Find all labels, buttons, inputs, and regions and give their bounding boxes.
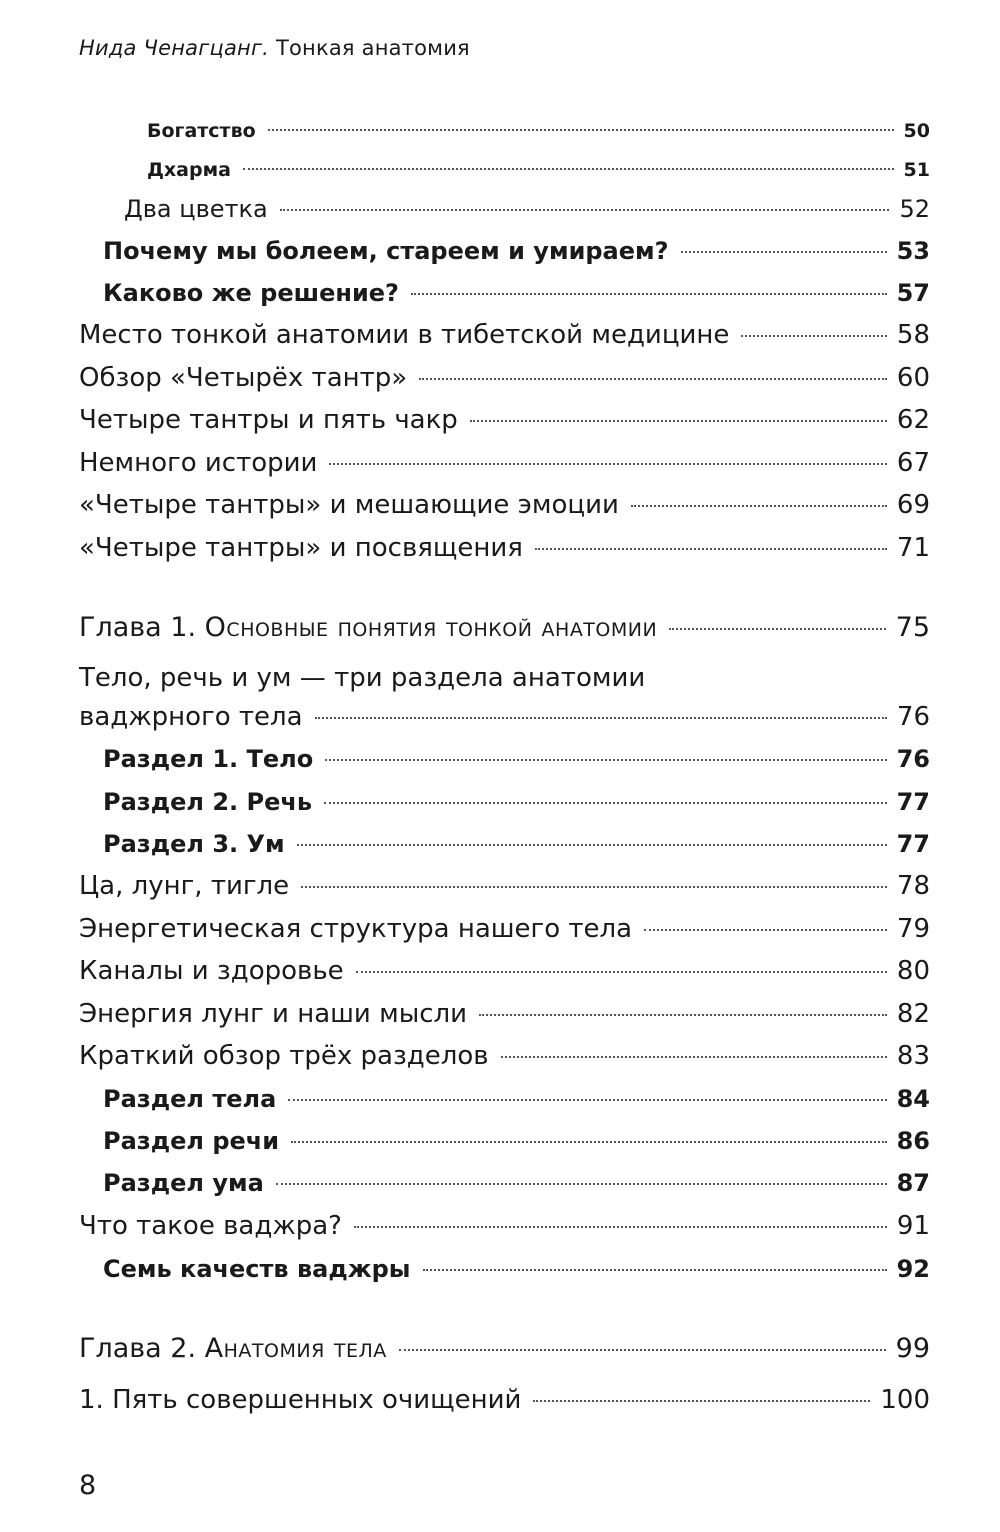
toc-entry-page: 86 — [896, 1127, 930, 1155]
toc-entry-page: 53 — [896, 237, 930, 265]
toc-entry[interactable] — [79, 954, 930, 988]
toc-entry[interactable] — [79, 446, 930, 480]
toc-leader-dots — [419, 378, 887, 380]
toc-entry[interactable] — [79, 488, 930, 522]
toc-entry-page: 76 — [896, 745, 930, 773]
toc-entry-page: 57 — [896, 279, 930, 307]
toc-leader-dots — [533, 1400, 870, 1402]
toc-entry[interactable] — [79, 361, 930, 395]
chapter-prefix: Глава 2. — [79, 1333, 197, 1364]
toc-chapter-1[interactable] — [79, 611, 930, 645]
toc-entry[interactable] — [79, 531, 930, 565]
toc-entry-page: 62 — [896, 405, 930, 435]
toc-entry-title: Богатство — [147, 120, 256, 142]
toc-leader-dots — [297, 844, 887, 846]
toc-entry[interactable] — [79, 700, 930, 734]
toc-entry-page: 50 — [903, 120, 930, 142]
toc-leader-dots — [479, 1014, 887, 1016]
toc-entry[interactable] — [79, 997, 930, 1031]
toc-entry-title: ваджрного тела — [79, 702, 303, 732]
chapter-title — [79, 1332, 387, 1366]
toc-entry-page: 79 — [896, 914, 930, 944]
toc-entry-title: Семь качеств ваджры — [103, 1255, 411, 1283]
toc-entry-title: Два цветка — [124, 195, 268, 223]
toc-leader-dots — [681, 251, 887, 253]
toc-entry-page: 52 — [899, 195, 930, 223]
chapter-name: Основные понятия тонкой анатомии — [204, 612, 658, 643]
toc-entry-title: «Четыре тантры» и посвящения — [79, 533, 523, 563]
toc-entry-page: 75 — [895, 612, 930, 643]
toc-entry[interactable] — [103, 827, 930, 861]
toc-leader-dots — [280, 209, 890, 211]
toc-entry-page: 92 — [896, 1255, 930, 1283]
toc-entry-line1: Тело, речь и ум — три раздела анатомии — [79, 663, 646, 693]
toc-leader-dots — [325, 759, 886, 761]
toc-entry-page: 80 — [896, 956, 930, 986]
toc-chapter-2[interactable] — [79, 1332, 930, 1366]
toc-entry-title: Раздел 1. Тело — [103, 745, 314, 773]
toc-entry-page: 100 — [880, 1385, 930, 1415]
toc-entry-page: 99 — [895, 1333, 930, 1364]
toc-leader-dots — [268, 129, 894, 131]
toc-entry-title: Раздел речи — [103, 1127, 280, 1155]
toc-leader-dots — [411, 293, 887, 295]
toc-entry-page: 76 — [896, 702, 930, 732]
toc-entry[interactable] — [79, 1039, 930, 1073]
toc-entry-title: Раздел 3. Ум — [103, 830, 285, 858]
toc-entry[interactable] — [79, 869, 930, 903]
page-number: 8 — [79, 1470, 97, 1501]
toc-leader-dots — [470, 420, 887, 422]
toc-leader-dots — [276, 1183, 887, 1185]
toc-entry-title: Энергетическая структура нашего тела — [79, 914, 633, 944]
toc-entry-title: 1. Пять совершенных очищений — [79, 1385, 522, 1415]
toc-entry-title: Раздел 2. Речь — [103, 788, 313, 816]
toc-entry-title: Раздел ума — [103, 1169, 264, 1197]
toc-entry[interactable] — [79, 912, 930, 946]
toc-leader-dots — [535, 548, 887, 550]
toc-leader-dots — [423, 1269, 887, 1271]
toc-leader-dots — [669, 628, 885, 630]
toc-entry-title: Немного истории — [79, 448, 318, 478]
toc-leader-dots — [644, 929, 887, 931]
toc-entry[interactable] — [124, 192, 930, 226]
toc-entry-page: 84 — [896, 1085, 930, 1113]
toc-entry-title: Обзор «Четырёх тантр» — [79, 363, 408, 393]
toc-entry-title: Ца, лунг, тигле — [79, 871, 290, 901]
toc-entry-title: Раздел тела — [103, 1085, 277, 1113]
chapter-prefix: Глава 1. — [79, 612, 197, 643]
toc-leader-dots — [329, 463, 886, 465]
toc-leader-dots — [301, 886, 887, 888]
toc-entry-title: Место тонкой анатомии в тибетской медицине — [79, 320, 730, 350]
toc-entry[interactable] — [147, 114, 930, 148]
toc-entry-title: Краткий обзор трёх разделов — [79, 1041, 489, 1071]
toc-entry[interactable] — [103, 1082, 930, 1116]
toc-entry[interactable] — [103, 1166, 930, 1200]
toc-leader-dots — [501, 1056, 887, 1058]
toc-leader-dots — [315, 717, 887, 719]
toc-entry[interactable] — [103, 276, 930, 310]
toc-entry[interactable] — [147, 153, 930, 187]
toc-entry[interactable] — [103, 234, 930, 268]
toc-leader-dots — [243, 168, 894, 170]
toc-leader-dots — [356, 971, 887, 973]
toc-entry-page: 69 — [896, 490, 930, 520]
toc-entry[interactable] — [79, 403, 930, 437]
chapter-title — [79, 611, 657, 645]
toc-entry-title: Что такое ваджра? — [79, 1211, 342, 1241]
toc-entry-title: Каналы и здоровье — [79, 956, 344, 986]
toc-entry-title: Энергия лунг и наши мысли — [79, 999, 468, 1029]
toc-entry-page: 67 — [896, 448, 930, 478]
toc-entry[interactable] — [103, 742, 930, 776]
toc-entry[interactable] — [79, 1383, 930, 1417]
toc-entry-page: 83 — [896, 1041, 930, 1071]
toc-entry[interactable] — [103, 1124, 930, 1158]
toc-entry-page: 71 — [896, 533, 930, 563]
toc-entry-page: 77 — [896, 830, 930, 858]
toc-leader-dots — [741, 335, 887, 337]
toc-entry-page: 78 — [896, 871, 930, 901]
toc-entry[interactable] — [79, 318, 930, 352]
toc-entry[interactable] — [103, 1252, 930, 1286]
toc-leader-dots — [354, 1226, 887, 1228]
toc-entry[interactable] — [103, 785, 930, 819]
toc-entry-page: 58 — [896, 320, 930, 350]
toc-leader-dots — [399, 1349, 886, 1351]
chapter-name: Анатомия тела — [204, 1333, 387, 1364]
toc-entry-title: Дхарма — [147, 159, 231, 181]
toc-entry-page: 82 — [896, 999, 930, 1029]
toc-leader-dots — [631, 505, 887, 507]
toc-entry-title: Четыре тантры и пять чакр — [79, 405, 458, 435]
toc-leader-dots — [288, 1099, 886, 1101]
toc-entry-page: 51 — [903, 159, 930, 181]
toc-entry-page: 60 — [896, 363, 930, 393]
toc-entry-title: Почему мы болеем, стареем и умираем? — [103, 237, 669, 265]
toc-entry-title: «Четыре тантры» и мешающие эмоции — [79, 490, 619, 520]
toc-entry-page: 87 — [896, 1169, 930, 1197]
header-title: Тонкая анатомия — [275, 36, 470, 60]
toc-leader-dots — [291, 1141, 887, 1143]
toc-entry-page: 91 — [896, 1211, 930, 1241]
toc-leader-dots — [324, 802, 887, 804]
toc-entry[interactable] — [79, 1209, 930, 1243]
toc-entry-page: 77 — [896, 788, 930, 816]
toc-entry-title: Каково же решение? — [103, 279, 399, 307]
header-author: Нида Ченагцанг. — [79, 36, 270, 60]
